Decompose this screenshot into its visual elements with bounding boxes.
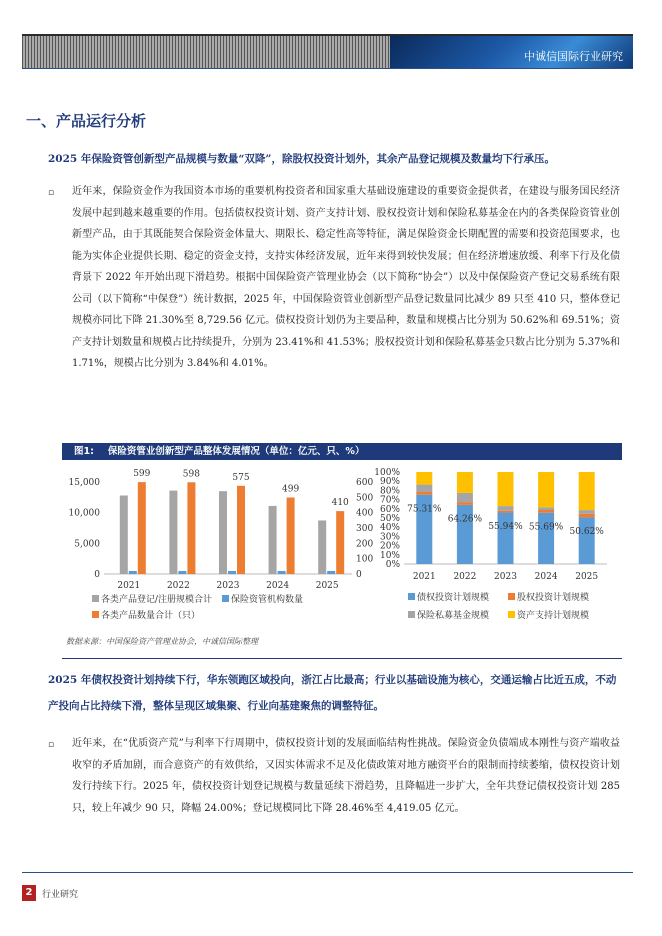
bar-各类产品数量合计（只） bbox=[287, 497, 295, 574]
stack-保险私募基金规模 bbox=[579, 510, 595, 514]
bar-各类产品数量合计（只） bbox=[336, 511, 344, 574]
x-axis-tick: 2023 bbox=[216, 581, 240, 591]
stack-资产支持计划规模 bbox=[457, 472, 473, 493]
right-axis-tick: 200 bbox=[356, 539, 374, 550]
right-axis-tick: 100 bbox=[356, 554, 374, 565]
section-title: 一、产品运行分析 bbox=[26, 112, 147, 130]
stack-保险私募基金规模 bbox=[457, 493, 473, 502]
x-axis-tick: 2025 bbox=[315, 581, 339, 591]
legend-swatch bbox=[408, 611, 415, 618]
x-axis-tick: 2021 bbox=[117, 581, 141, 591]
data-label: 598 bbox=[182, 469, 200, 480]
stack-保险私募基金规模 bbox=[538, 507, 554, 510]
bar-保险资管机构数量 bbox=[178, 571, 186, 574]
right-axis-tick: 400 bbox=[356, 508, 374, 519]
stack-资产支持计划规模 bbox=[416, 472, 432, 485]
bar-各类产品登记/注册规模合计 bbox=[318, 520, 326, 574]
data-label: 75.31% bbox=[407, 504, 442, 515]
stack-保险私募基金规模 bbox=[498, 506, 514, 511]
header-banner bbox=[390, 36, 633, 68]
bar-保险资管机构数量 bbox=[228, 571, 236, 574]
legend-swatch bbox=[508, 611, 515, 618]
x-axis-tick: 2022 bbox=[453, 572, 477, 582]
footer-label: 行业研究 bbox=[42, 890, 79, 900]
stack-债权投资计划规模 bbox=[579, 517, 595, 564]
bar-保险资管机构数量 bbox=[278, 571, 286, 574]
bar-各类产品登记/注册规模合计 bbox=[120, 495, 128, 574]
stack-股权投资计划规模 bbox=[457, 502, 473, 505]
y-axis-tick: 40% bbox=[379, 523, 400, 534]
bar-各类产品登记/注册规模合计 bbox=[269, 506, 277, 574]
y-axis-tick: 0% bbox=[385, 560, 400, 570]
bar-各类产品登记/注册规模合计 bbox=[169, 491, 177, 574]
data-label: 599 bbox=[133, 469, 151, 480]
y-axis-tick: 20% bbox=[379, 541, 400, 552]
data-label: 410 bbox=[331, 498, 349, 509]
legend-label: 保险私募基金规模 bbox=[417, 611, 490, 621]
right-axis-tick: 300 bbox=[356, 524, 374, 534]
stack-股权投资计划规模 bbox=[416, 492, 432, 495]
chart-2 bbox=[374, 468, 607, 621]
y-axis-tick: 10% bbox=[379, 550, 400, 561]
left-axis-tick: 0 bbox=[94, 570, 100, 580]
legend-label: 各类产品登记/注册规模合计 bbox=[101, 595, 213, 605]
data-label: 575 bbox=[232, 472, 250, 483]
stack-债权投资计划规模 bbox=[538, 513, 554, 564]
legend-label: 股权投资计划规模 bbox=[517, 593, 590, 603]
stack-资产支持计划规模 bbox=[498, 472, 514, 506]
y-axis-tick: 100% bbox=[374, 468, 400, 478]
stack-股权投资计划规模 bbox=[579, 514, 595, 518]
y-axis-tick: 80% bbox=[379, 486, 400, 497]
x-axis-tick: 2022 bbox=[166, 581, 190, 591]
figure-source: 数据来源：中国保险资产管理业协会，中诚信国际整理 bbox=[66, 637, 258, 646]
data-label: 50.62% bbox=[569, 526, 604, 537]
figure-label: 图1: bbox=[74, 446, 94, 457]
headline-2: 2025 年债权投资计划持续下行，华东领跑区域投向，浙江占比最高；行业以基础设施为核心，交通运输占比近五成，不动产投向占比持续下滑，整体呈现区域集聚、行业向基建聚焦的调整特征。 bbox=[48, 674, 617, 712]
header-rule bbox=[22, 68, 633, 69]
left-axis-tick: 10,000 bbox=[68, 508, 100, 519]
x-axis-tick: 2021 bbox=[412, 572, 436, 582]
data-label: 55.69% bbox=[528, 522, 564, 533]
footer-rule bbox=[22, 872, 633, 873]
bar-保险资管机构数量 bbox=[327, 571, 335, 574]
y-axis-tick: 70% bbox=[379, 495, 400, 506]
paragraph-1: 近年来，保险资金作为我国资本市场的重要机构投资者和国家重大基础设施建设的重要资金提供者，在建设与服务国民经济发展中起到越来越重要的作用。包括债权投资计划、资产支持计划、股权投资计划和保险私募基金在内的各类保险资管业创新型产品，由于其既能契合保险资金体量大、期限长、稳定性高等特征，满足保险资金长期配置的需要和投资范围要求，也能为实体企业提供长期、稳定的资金支持，支持实体经济发展，近年来得到较快发展；但在经济增速放缓、利率下行及化债背景下 2022 年开始出现下滑趋势。根据中国保险资产管理业协会（以下简称“协会”）以及中保保险资产登记交易系统有限公司（以下简称“中保登”）统计数据，2025 年，中国保险资管业创新型产品登记数量同比减少 89 只至 410 只，整体登记规模亦同比下降 21.30%至 8,729.56 亿元。债权投资计划仍为主要品种，数量和规模占比分别为 50.62%和 69.51%；资产支持计划数量和规模占比持续提升，分别为 23.41%和 41.53%；股权投资计划和保险私募基金只数占比分别为 5.37%和 1.71%，规模占比分别为 3.84%和 4.01%。 bbox=[72, 186, 620, 369]
bar-各类产品登记/注册规模合计 bbox=[219, 491, 227, 574]
bullet-marker-2: ▫ bbox=[48, 740, 55, 750]
stack-股权投资计划规模 bbox=[538, 510, 554, 513]
x-axis-tick: 2023 bbox=[494, 572, 517, 582]
right-axis-tick: 600 bbox=[356, 478, 374, 488]
legend-swatch bbox=[508, 593, 515, 600]
left-axis-tick: 5,000 bbox=[74, 539, 100, 550]
figure-rule bbox=[62, 658, 622, 659]
stack-资产支持计划规模 bbox=[579, 472, 595, 510]
data-label: 55.94% bbox=[488, 522, 523, 533]
bar-各类产品数量合计（只） bbox=[237, 486, 245, 574]
data-label: 64.26% bbox=[447, 514, 483, 525]
x-axis-tick: 2024 bbox=[266, 581, 290, 591]
bar-各类产品数量合计（只） bbox=[187, 482, 195, 574]
y-axis-tick: 50% bbox=[379, 514, 400, 524]
legend-swatch bbox=[92, 611, 99, 618]
y-axis-tick: 30% bbox=[379, 532, 400, 543]
left-axis-tick: 15,000 bbox=[68, 478, 100, 488]
bullet-marker: ▫ bbox=[48, 188, 55, 198]
stack-保险私募基金规模 bbox=[416, 485, 432, 492]
x-axis-tick: 2025 bbox=[575, 572, 599, 582]
page-number: 2 bbox=[22, 885, 36, 901]
legend-label: 资产支持计划规模 bbox=[517, 611, 590, 621]
legend-swatch bbox=[92, 595, 99, 602]
legend-label: 保险资管机构数量 bbox=[231, 595, 304, 605]
stack-资产支持计划规模 bbox=[538, 472, 554, 507]
y-axis-tick: 90% bbox=[379, 477, 400, 488]
figure-charts bbox=[62, 460, 622, 630]
chart-1 bbox=[69, 469, 374, 621]
figure-title: 保险资管业创新型产品整体发展情况（单位：亿元、只、%） bbox=[107, 446, 365, 457]
legend-swatch bbox=[222, 595, 229, 602]
x-axis-tick: 2024 bbox=[534, 572, 558, 582]
legend-label: 各类产品数量合计（只） bbox=[101, 611, 201, 621]
legend-label: 债权投资计划规模 bbox=[417, 593, 490, 603]
data-label: 499 bbox=[282, 484, 300, 495]
brand-title: 中诚信国际行业研究 bbox=[524, 50, 623, 63]
bar-各类产品数量合计（只） bbox=[138, 482, 146, 574]
right-axis-tick: 0 bbox=[356, 570, 362, 580]
right-axis-tick: 500 bbox=[356, 493, 374, 504]
paragraph-2: 近年来，在“优质资产荒”与利率下行周期中，债权投资计划的发展面临结构性挑战。保险资金负债端成本刚性与资产端收益收窄的矛盾加剧，而合意资产的有效供给，又因实体需求不足及化债政策对地方融资平台的限制而持续萎缩，债权投资计划发行持续下行。2025 年，债权投资计划登记规模与数量延续下滑趋势，且降幅进一步扩大，全年共登记债权投资计划 285 只，较上年减少 90 只，降幅 24.00%；登记规模同比下降 28.46%至 4,419.05 亿元。 bbox=[72, 738, 620, 814]
legend-swatch bbox=[408, 593, 415, 600]
y-axis-tick: 60% bbox=[379, 504, 400, 515]
stack-债权投资计划规模 bbox=[498, 513, 514, 564]
stack-股权投资计划规模 bbox=[498, 511, 514, 513]
headline-1: 2025 年保险资管创新型产品规模与数量“双降”，除股权投资计划外，其余产品登记规模及数量均下行承压。 bbox=[48, 153, 555, 165]
bar-保险资管机构数量 bbox=[129, 571, 137, 574]
figure-title-bar bbox=[62, 443, 622, 460]
